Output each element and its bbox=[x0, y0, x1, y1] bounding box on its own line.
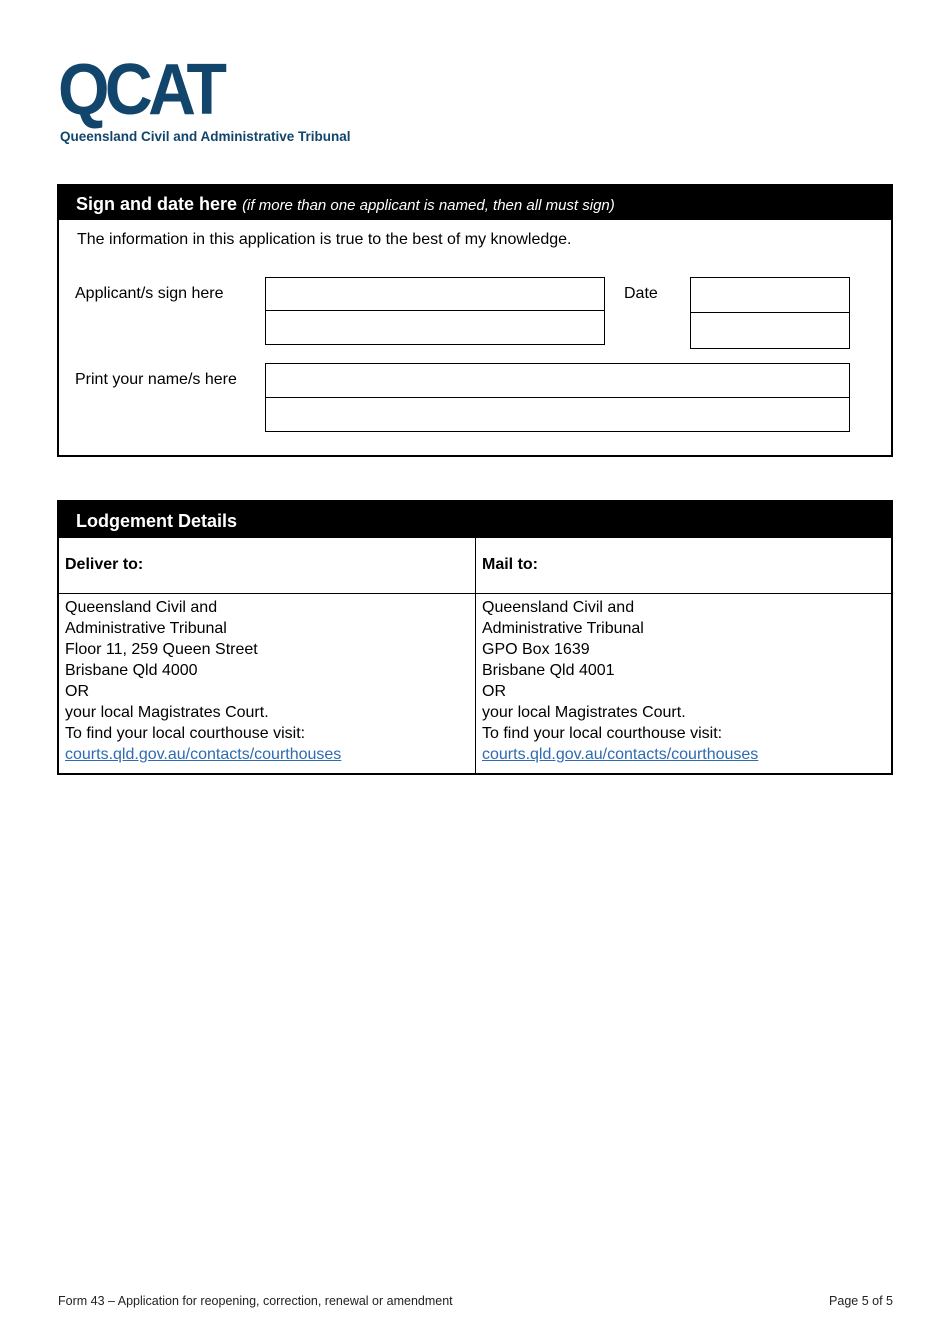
lodgement-title: Lodgement Details bbox=[76, 511, 238, 531]
print-name-label: Print your name/s here bbox=[75, 371, 237, 388]
footer-form-title: Form 43 – Application for reopening, correction, renewal or amendment bbox=[58, 1294, 453, 1308]
print-name-field-2[interactable] bbox=[265, 397, 850, 432]
mail-line: GPO Box 1639 bbox=[482, 641, 590, 658]
date-field-2[interactable] bbox=[690, 312, 850, 349]
mail-courthouses-link[interactable]: courts.qld.gov.au/contacts/courthouses bbox=[482, 746, 759, 763]
deliver-line: Queensland Civil and bbox=[65, 599, 218, 616]
mail-line: your local Magistrates Court. bbox=[482, 704, 686, 721]
declaration-text: The information in this application is true to the best of my knowledge. bbox=[77, 231, 572, 248]
mail-line: OR bbox=[482, 683, 506, 700]
mail-line: Administrative Tribunal bbox=[482, 620, 644, 637]
lodgement-header bbox=[59, 502, 891, 538]
deliver-line: your local Magistrates Court. bbox=[65, 704, 269, 721]
deliver-courthouses-link[interactable]: courts.qld.gov.au/contacts/courthouses bbox=[65, 746, 342, 763]
deliver-to-heading: Deliver to: bbox=[65, 556, 144, 573]
date-label: Date bbox=[624, 285, 658, 302]
applicant-signature-field-1[interactable] bbox=[265, 277, 605, 312]
sign-section-note: (if more than one applicant is named, then all must sign) bbox=[242, 197, 615, 214]
qcat-logo: QCAT bbox=[58, 50, 223, 130]
deliver-line: OR bbox=[65, 683, 89, 700]
mail-line: Queensland Civil and bbox=[482, 599, 635, 616]
footer-page-number: Page 5 of 5 bbox=[829, 1294, 893, 1308]
mail-to-heading: Mail to: bbox=[482, 556, 538, 573]
mail-address bbox=[482, 597, 758, 765]
sign-section-heading: Sign and date here bbox=[76, 194, 238, 214]
date-field-1[interactable] bbox=[690, 277, 850, 314]
print-name-field-1[interactable] bbox=[265, 363, 850, 399]
mail-line: To find your local courthouse visit: bbox=[482, 725, 723, 742]
deliver-line: To find your local courthouse visit: bbox=[65, 725, 306, 742]
applicant-signature-field-2[interactable] bbox=[265, 310, 605, 345]
lodgement-details-section bbox=[57, 500, 893, 775]
deliver-address bbox=[65, 597, 341, 765]
mail-line: Brisbane Qld 4001 bbox=[482, 662, 615, 679]
applicant-sign-label: Applicant/s sign here bbox=[75, 285, 224, 302]
sign-and-date-section bbox=[57, 184, 893, 457]
sign-section-header bbox=[59, 186, 891, 220]
sign-section-title bbox=[76, 194, 615, 215]
deliver-line: Brisbane Qld 4000 bbox=[65, 662, 198, 679]
row-divider bbox=[59, 593, 891, 594]
qcat-logo-subtitle: Queensland Civil and Administrative Tribunal bbox=[60, 129, 351, 144]
deliver-line: Floor 11, 259 Queen Street bbox=[65, 641, 258, 658]
column-divider bbox=[475, 538, 476, 773]
deliver-line: Administrative Tribunal bbox=[65, 620, 227, 637]
